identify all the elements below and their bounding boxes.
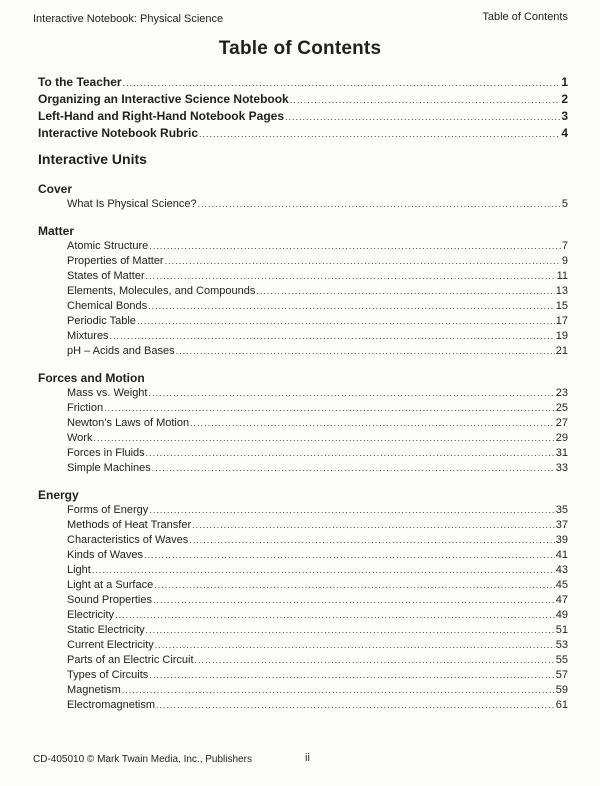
toc-entry bbox=[38, 314, 568, 329]
toc-entry-page: 5 bbox=[561, 198, 568, 210]
section-cover bbox=[38, 181, 568, 212]
footer-page-number: ii bbox=[305, 752, 310, 764]
section-title: Forces and Motion bbox=[38, 371, 145, 385]
dot-leader bbox=[123, 75, 561, 92]
page-title: Table of Contents bbox=[218, 38, 382, 59]
toc-entry-page: 25 bbox=[555, 402, 568, 414]
intro-entries bbox=[38, 74, 568, 142]
dot-leader bbox=[154, 578, 555, 593]
toc-entry-page: 49 bbox=[555, 609, 568, 621]
toc-entry bbox=[38, 653, 568, 668]
toc-entry bbox=[38, 299, 568, 314]
toc-entry-page: 4 bbox=[561, 126, 568, 140]
toc-entry-page: 1 bbox=[561, 75, 568, 89]
toc-entry-label: States of Matter bbox=[67, 270, 145, 282]
toc-entry-page: 7 bbox=[561, 240, 568, 252]
toc-entry-label: Friction bbox=[67, 402, 104, 414]
toc-entry-label: Light bbox=[67, 564, 91, 576]
dot-leader bbox=[195, 653, 555, 668]
toc-entry bbox=[38, 623, 568, 638]
toc-entry bbox=[38, 683, 568, 698]
dot-leader bbox=[190, 416, 555, 431]
toc-entry-label: Electromagnetism bbox=[67, 699, 156, 711]
toc-entry-label: Mixtures bbox=[67, 330, 109, 342]
section-title: Cover bbox=[38, 182, 73, 196]
toc-entry-page: 43 bbox=[555, 564, 568, 576]
toc-entry-label: Periodic Table bbox=[67, 315, 136, 327]
toc-entry-label: Properties of Matter bbox=[67, 255, 164, 267]
toc-entry-label: Work bbox=[67, 432, 93, 444]
toc-entry-page: 55 bbox=[555, 654, 568, 666]
running-header-right: Table of Contents bbox=[482, 11, 568, 23]
toc-entry-page: 53 bbox=[555, 639, 568, 651]
dot-leader bbox=[144, 548, 555, 563]
toc-entry-label: Kinds of Waves bbox=[67, 549, 144, 561]
toc-entry-page: 15 bbox=[555, 300, 568, 312]
toc-entry bbox=[38, 608, 568, 623]
dot-leader bbox=[156, 698, 555, 713]
toc-entry-label: To the Teacher bbox=[38, 75, 122, 89]
toc-entry-page: 39 bbox=[555, 534, 568, 546]
dot-leader bbox=[149, 503, 554, 518]
toc-entry-label: pH – Acids and Bases bbox=[67, 345, 175, 357]
toc-entry-left-right-pages bbox=[38, 108, 568, 125]
toc-entry-page: 47 bbox=[555, 594, 568, 606]
toc-entry bbox=[38, 563, 568, 578]
running-header-left: Interactive Notebook: Physical Science bbox=[33, 13, 224, 25]
toc-entry bbox=[38, 416, 568, 431]
toc-entry bbox=[38, 638, 568, 653]
toc-entry bbox=[38, 518, 568, 533]
toc-entry-label: Current Electricity bbox=[67, 639, 154, 651]
dot-leader bbox=[192, 518, 555, 533]
dot-leader bbox=[153, 593, 555, 608]
toc-entry-label: Electricity bbox=[67, 609, 115, 621]
toc-entry bbox=[38, 344, 568, 359]
toc-entry-label: Forms of Energy bbox=[67, 504, 149, 516]
dot-leader bbox=[198, 197, 561, 212]
toc-entry-page: 3 bbox=[561, 109, 568, 123]
dot-leader bbox=[149, 386, 555, 401]
toc-entry bbox=[38, 269, 568, 284]
toc-entry-page: 41 bbox=[555, 549, 568, 561]
section-energy bbox=[38, 487, 568, 713]
toc-entry-label: Simple Machines bbox=[67, 462, 151, 474]
toc-entry-label: Newton’s Laws of Motion bbox=[67, 417, 190, 429]
dot-leader bbox=[149, 239, 561, 254]
section-forces-and-motion bbox=[38, 370, 568, 476]
toc-entry-page: 27 bbox=[555, 417, 568, 429]
toc-entry-label: Static Electricity bbox=[67, 624, 145, 636]
toc-entry-label: Forces in Fluids bbox=[67, 447, 145, 459]
dot-leader bbox=[104, 401, 555, 416]
toc-entry bbox=[38, 461, 568, 476]
toc-entry-page: 29 bbox=[555, 432, 568, 444]
toc-entry bbox=[38, 503, 568, 518]
toc-entry bbox=[38, 668, 568, 683]
toc-entry bbox=[38, 593, 568, 608]
section-matter bbox=[38, 223, 568, 359]
dot-leader bbox=[165, 254, 561, 269]
toc-entry-label: Light at a Surface bbox=[67, 579, 154, 591]
toc-entry-to-the-teacher bbox=[38, 74, 568, 91]
dot-leader bbox=[115, 608, 555, 623]
toc-entry-label: Elements, Molecules, and Compounds bbox=[67, 285, 256, 297]
toc-entry-page: 21 bbox=[555, 345, 568, 357]
toc-entry bbox=[38, 386, 568, 401]
dot-leader bbox=[290, 92, 561, 109]
dot-leader bbox=[189, 533, 555, 548]
toc-entry-label: Types of Circuits bbox=[67, 669, 149, 681]
dot-leader bbox=[93, 431, 554, 446]
toc-entry-label: Methods of Heat Transfer bbox=[67, 519, 192, 531]
toc-entry-page: 31 bbox=[555, 447, 568, 459]
dot-leader bbox=[146, 446, 555, 461]
toc-entry-label: What Is Physical Science? bbox=[67, 198, 197, 210]
footer-copyright: CD-405010 © Mark Twain Media, Inc., Publishers bbox=[33, 754, 252, 765]
dot-leader bbox=[146, 269, 556, 284]
toc-entry-label: Magnetism bbox=[67, 684, 121, 696]
dot-leader bbox=[148, 299, 555, 314]
toc-entry-label: Organizing an Interactive Science Notebook bbox=[38, 92, 289, 106]
toc-entry bbox=[38, 446, 568, 461]
dot-leader bbox=[176, 344, 555, 359]
toc-entry bbox=[38, 698, 568, 713]
units-heading: Interactive Units bbox=[38, 151, 147, 167]
toc-entry-page: 9 bbox=[561, 255, 568, 267]
toc-entry-page: 35 bbox=[555, 504, 568, 516]
toc-entry bbox=[38, 254, 568, 269]
dot-leader bbox=[155, 638, 555, 653]
dot-leader bbox=[149, 668, 554, 683]
dot-leader bbox=[152, 461, 555, 476]
toc-entry-page: 51 bbox=[555, 624, 568, 636]
toc-entry-label: Chemical Bonds bbox=[67, 300, 148, 312]
toc-entry-notebook-rubric bbox=[38, 125, 568, 142]
dot-leader bbox=[122, 683, 555, 698]
toc-entry-page: 19 bbox=[555, 330, 568, 342]
toc-entry-label: Mass vs. Weight bbox=[67, 387, 148, 399]
dot-leader bbox=[137, 314, 555, 329]
dot-leader bbox=[92, 563, 555, 578]
toc-entry bbox=[38, 284, 568, 299]
toc-entry bbox=[38, 197, 568, 212]
toc-entry bbox=[38, 578, 568, 593]
toc-entry bbox=[38, 329, 568, 344]
toc-entry-label: Left-Hand and Right-Hand Notebook Pages bbox=[38, 109, 284, 123]
dot-leader bbox=[110, 329, 555, 344]
interactive-units bbox=[38, 150, 568, 713]
toc-entry-page: 2 bbox=[561, 92, 568, 106]
toc-entry-page: 13 bbox=[555, 285, 568, 297]
toc-entry-page: 17 bbox=[555, 315, 568, 327]
toc-entry-page: 45 bbox=[555, 579, 568, 591]
toc-entry-page: 11 bbox=[556, 270, 568, 282]
toc-entry-page: 23 bbox=[555, 387, 568, 399]
dot-leader bbox=[285, 109, 560, 126]
toc-entry bbox=[38, 239, 568, 254]
section-title: Matter bbox=[38, 224, 75, 238]
toc-entry-page: 33 bbox=[555, 462, 568, 474]
toc-entry-organizing-notebook bbox=[38, 91, 568, 108]
dot-leader bbox=[146, 623, 555, 638]
toc-entry bbox=[38, 548, 568, 563]
section-title: Energy bbox=[38, 488, 79, 502]
toc-entry bbox=[38, 533, 568, 548]
toc-entry-label: Parts of an Electric Circuit bbox=[67, 654, 194, 666]
toc-entry bbox=[38, 431, 568, 446]
toc-entry-page: 37 bbox=[555, 519, 568, 531]
toc-entry-label: Atomic Structure bbox=[67, 240, 149, 252]
toc-entry bbox=[38, 401, 568, 416]
toc-entry-page: 61 bbox=[555, 699, 568, 711]
toc-entry-label: Sound Properties bbox=[67, 594, 152, 606]
toc-entry-label: Interactive Notebook Rubric bbox=[38, 126, 199, 140]
toc-entry-page: 59 bbox=[555, 684, 568, 696]
toc-entry-label: Characteristics of Waves bbox=[67, 534, 189, 546]
toc-entry-page: 57 bbox=[555, 669, 568, 681]
dot-leader bbox=[199, 126, 560, 143]
dot-leader bbox=[256, 284, 554, 299]
